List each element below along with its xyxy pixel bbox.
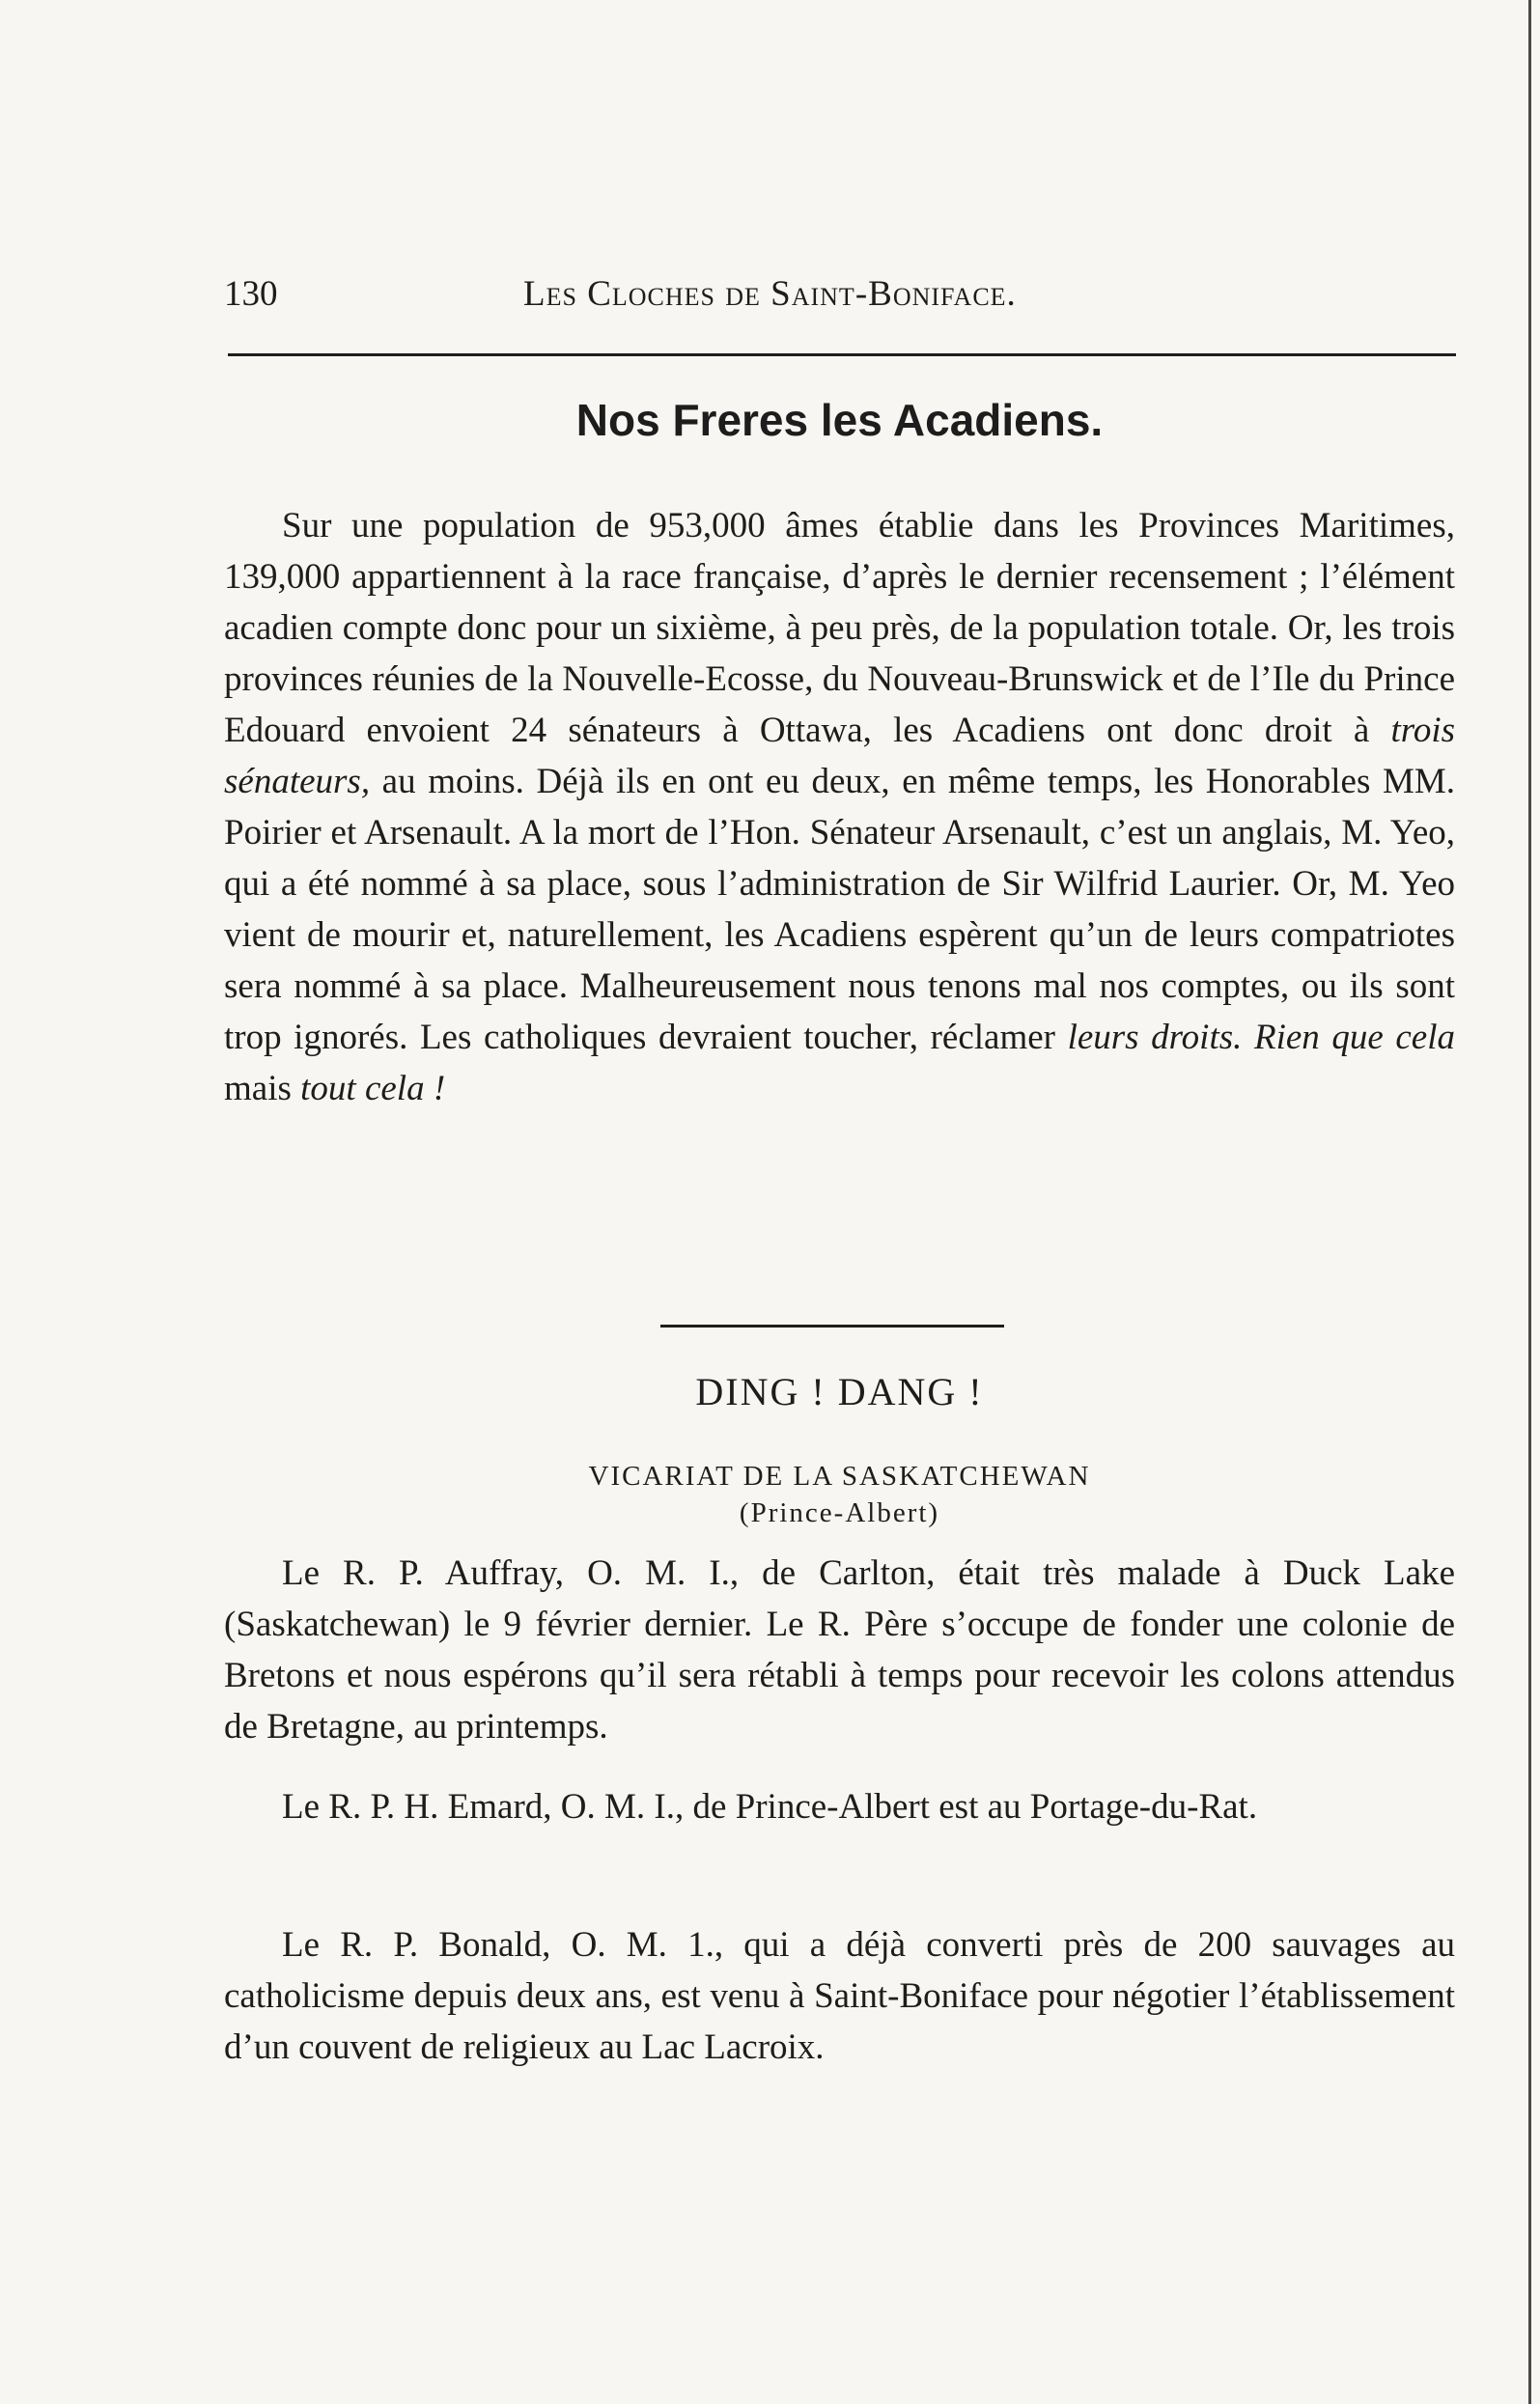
article-title: Nos Freres les Acadiens. bbox=[575, 395, 1104, 445]
news-section-title: DING ! DANG ! bbox=[695, 1370, 984, 1413]
paragraph-text: Sur une population de 953,000 âmes établie dans les Provinces Maritimes, 139,000 appartiennent à la race française, d’après le dernier recensement ; l’élément acadien compte donc pour un sixième, à peu près, de la population totale. Or, les trois provinces réunies de la Nouvelle-Ecosse, du Nouveau-Brunswick et de l’Ile du Prince Edouard envoient 24 sénateurs à Ottawa, les Acadiens ont donc droit à bbox=[224, 506, 1455, 750]
news-item-text: Le R. P. Bonald, O. M. 1., qui a déjà converti près de 200 sauvages au catholicisme depuis deux ans, est venu à Saint-Boniface pour négotier l’établissement d’un couvent de religieux au Lac Lacroix. bbox=[224, 1925, 1455, 2067]
paragraph-italic: leurs droits. Rien que cela bbox=[1067, 1018, 1455, 1057]
news-item-text: Le R. P. H. Emard, O. M. I., de Prince-Albert est au Portage-du-Rat. bbox=[282, 1787, 1258, 1827]
article-paragraph bbox=[224, 500, 1455, 1114]
paragraph-italic: trois sénateurs, bbox=[224, 711, 1455, 801]
news-item-text: Le R. P. Auffray, O. M. I., de Carlton, était très malade à Duck Lake (Saskatchewan) le 9 février dernier. Le R. Père s’occupe de fonder une colonie de Bretons et nous espérons qu’il sera rétabli à temps pour recevoir les colons attendus de Bretagne, au printemps. bbox=[224, 1553, 1455, 1747]
news-subheading bbox=[224, 1458, 1455, 1531]
article-body bbox=[224, 500, 1455, 1114]
news-item bbox=[224, 1548, 1455, 1752]
scan-edge-line bbox=[1528, 0, 1531, 2404]
news-item bbox=[224, 1781, 1455, 1832]
paragraph-italic: tout cela ! bbox=[300, 1069, 446, 1108]
section-divider bbox=[660, 1325, 1004, 1328]
page-number: 130 bbox=[224, 274, 278, 314]
header-rule bbox=[228, 353, 1456, 356]
vicariate-location: (Prince-Albert) bbox=[739, 1497, 940, 1528]
paragraph-text: mais bbox=[224, 1069, 301, 1108]
page-header bbox=[224, 273, 1455, 327]
news-item bbox=[224, 1919, 1455, 2073]
running-title: Les Cloches de Saint-Boniface. bbox=[523, 274, 1017, 314]
vicariate-name: VICARIAT DE LA SASKATCHEWAN bbox=[588, 1461, 1091, 1492]
paragraph-text: au moins. Déjà ils en ont eu deux, en même temps, les Honorables MM. Poirier et Arsenault. A la mort de l’Hon. Sénateur Arsenault, c’est un anglais, M. Yeo, qui a été nommé à sa place, sous l’administration de Sir Wilfrid Laurier. Or, M. Yeo vient de mourir et, naturellement, les Acadiens espèrent qu’un de leurs compatriotes sera nommé à sa place. Malheureusement nous tenons mal nos comptes, ou ils sont trop ignorés. Les catholiques devraient toucher, réclamer bbox=[224, 762, 1455, 1057]
